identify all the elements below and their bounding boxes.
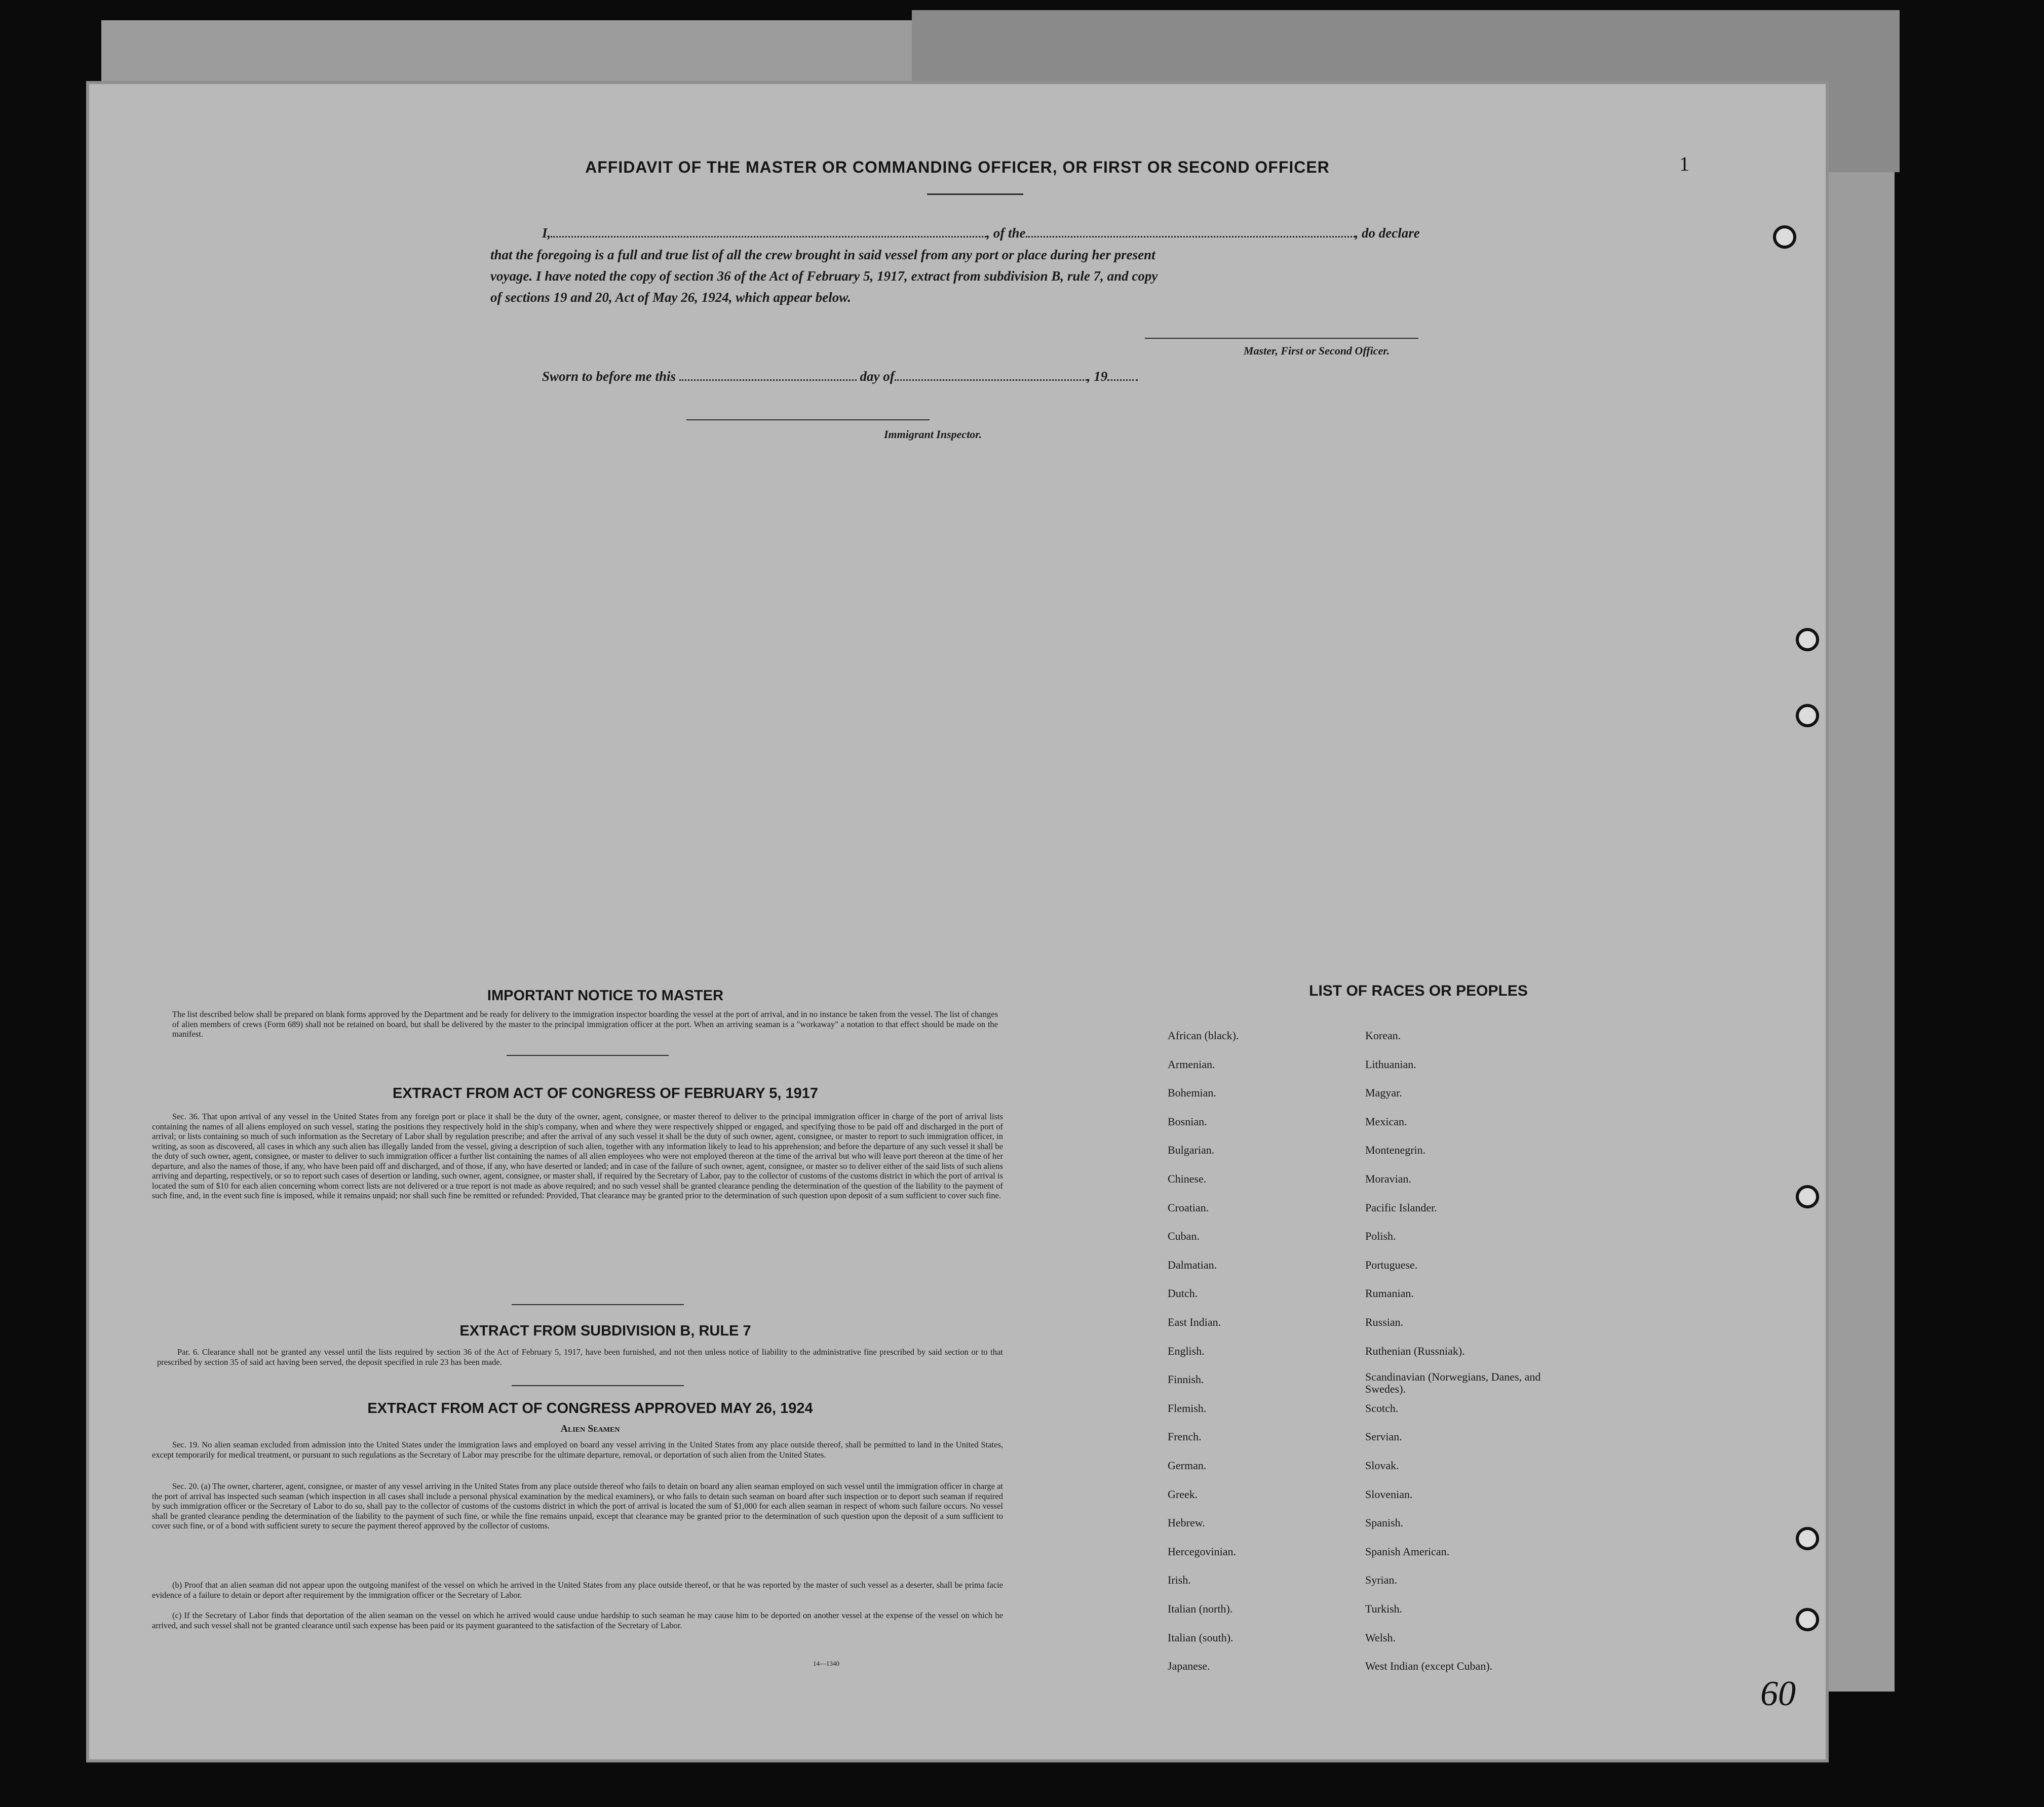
affidavit-title: AFFIDAVIT OF THE MASTER OR COMMANDING OFFICER, OR FIRST OR SECOND OFFICER: [585, 158, 1330, 176]
inspector-caption: Immigrant Inspector.: [884, 428, 982, 441]
race-item: Italian (south).: [1168, 1631, 1233, 1644]
race-item: Russian.: [1365, 1316, 1404, 1328]
race-item: Slovak.: [1365, 1459, 1399, 1472]
race-item: Servian.: [1365, 1430, 1402, 1443]
race-item: Hercegovinian.: [1168, 1545, 1236, 1558]
extract-1917-text: Sec. 36. That upon arrival of any vessel in the United States from any foreign port or place it shall be the duty of the owner, agent, consignee, or master thereof to deliver to the principal immigration officer in charge of the port of arrival lists containing the names of all aliens employed on such vessel, stating the positions they respectively hold in the ship's company, when and where they were respectively shipped or engaged, and specifying those to be paid off and discharged in the port of arrival; or lists containing so much of such information as the Secretary of Labor shall by regulation prescribe; and after the arrival of any such vessel it shall be the duty of such owner, agent, consignee, or master to report to such immigration officer, in writing, as soon as discovered, all cases in which any such alien has illegally landed from the vessel, giving a description of such alien, together with any information likely to lead to his apprehension; and before the departure of any such vessel it shall be the duty of such owner, agent, consignee, or master to deliver to such immigration officer a further list containing the names of all alien employees who were not employed thereon at the time of the arrival but who will leave port thereon at the time of her departure, and also the names of those, if any, who have been paid off and discharged, and of those, if any, who have deserted or landed; and in case of the failure of such owner, agent, consignee, or master so to deliver either of the said lists of such aliens arriving and departing, respectively, or so to report such cases of desertion or landing, such owner, agent, consignee, or master shall, if required by the Secretary of Labor, pay to the collector of customs of the customs district in which the port of arrival is located the sum of $10 for each alien concerning whom correct lists are not delivered or a true report is not made as above required; and no such vessel shall be granted clearance pending the determination of the question of the liability to the payment of such fine, and, in the event such fine is imposed, while it remains unpaid; nor shall such fine be remitted or refunded: Provided, That clearance may be granted prior to the determination of such question upon deposit of a sum sufficient to cover such fine.: [152, 1112, 1003, 1200]
master-caption: Master, First or Second Officer.: [1244, 344, 1390, 357]
notice-text: The list described below shall be prepared on blank forms approved by the Department and be ready for delivery to the immigration inspector boarding the vessel at the port of arrival, and in no instance be taken from the vessel. The list of changes of alien members of crews (Form 689) shall not be retained on board, but shall be delivered by the master to the principal immigration officer at the port. When an arriving seaman is a "workaway" a notation to that effect should be made on the manifest.: [172, 1009, 998, 1039]
master-signature-line: [1145, 338, 1418, 339]
race-item: Japanese.: [1168, 1660, 1210, 1673]
race-item: Spanish American.: [1365, 1545, 1450, 1558]
form-number: 14—1340: [813, 1660, 839, 1667]
race-item: Turkish.: [1365, 1602, 1403, 1615]
extract-rule7-text: Par. 6. Clearance shall not be granted any vessel until the lists required by section 36 of the Act of February 5, 1917, have been furnished, and not then unless notice of liability to the administrative fine prescribed by said section or to that prescribed by section 35 of said act having been served, the deposit specified in rule 23 has been made.: [157, 1347, 1003, 1367]
race-item: Pacific Islander.: [1365, 1201, 1437, 1214]
race-item: Bohemian.: [1168, 1086, 1216, 1099]
extract-1924-sec19: Sec. 19. No alien seaman excluded from admission into the United States under the immigration laws and employed on board any vessel arriving in the United States from any place outside thereof, shall be permitted to land in the United States, except temporarily for medical treatment, or pursuant to such regulations as the Secretary of Labor may prescribe for the ultimate departure, removal, or deportation of such alien from the United States.: [152, 1440, 1003, 1460]
race-item: Flemish.: [1168, 1401, 1207, 1415]
punch-hole-icon: [1796, 704, 1819, 727]
race-item: Bulgarian.: [1168, 1144, 1215, 1157]
race-item: Ruthenian (Russniak).: [1365, 1344, 1465, 1357]
corner-mark: 1: [1679, 152, 1689, 175]
races-title: LIST OF RACES OR PEOPLES: [1309, 983, 1528, 999]
punch-hole-icon: [1796, 1608, 1819, 1631]
race-item: Welsh.: [1365, 1631, 1396, 1644]
race-item: French.: [1168, 1430, 1202, 1443]
punch-hole-icon: [1773, 225, 1796, 249]
affidavit-line-2: that the foregoing is a full and true list of all the crew brought in said vessel from any port or place during her present: [490, 247, 1155, 262]
race-item: Dutch.: [1168, 1287, 1198, 1300]
race-item: Cuban.: [1168, 1230, 1200, 1243]
race-item: Hebrew.: [1168, 1516, 1205, 1529]
extract-rule7-title: EXTRACT FROM SUBDIVISION B, RULE 7: [459, 1323, 751, 1339]
race-item: English.: [1168, 1344, 1205, 1357]
race-item: Magyar.: [1365, 1086, 1402, 1099]
punch-hole-icon: [1796, 1185, 1819, 1208]
race-item: Korean.: [1365, 1029, 1401, 1042]
race-item: Portuguese.: [1365, 1258, 1418, 1271]
extract-1924-subtitle: Alien Seamen: [560, 1423, 620, 1434]
race-item: African (black).: [1168, 1029, 1239, 1042]
punch-hole-icon: [1796, 628, 1819, 651]
extract-1924-title: EXTRACT FROM ACT OF CONGRESS APPROVED MAY 26, 1924: [367, 1400, 813, 1417]
section-divider: [507, 1055, 669, 1056]
race-item: Scandinavian (Norwegians, Danes, and Swedes).: [1365, 1370, 1541, 1396]
affidavit-line-3: voyage. I have noted the copy of section 36 of the Act of February 5, 1917, extract from subdivision B, rule 7, and copy: [490, 268, 1158, 284]
extract-1924-sec20c: (c) If the Secretary of Labor finds that deportation of the alien seaman on the vessel on which he arrived would cause undue hardship to such seaman he may cause him to be deported on another vessel at the expense of the vessel on which he arrived, and such vessel shall not be granted clearance until such expense has been paid or its payment guaranteed to the satisfaction of the Secretary of Labor.: [152, 1610, 1003, 1630]
section-divider: [512, 1385, 684, 1386]
race-item: Polish.: [1365, 1230, 1396, 1243]
race-item: Montenegrin.: [1365, 1144, 1426, 1157]
inspector-signature-line: [686, 419, 930, 420]
race-item: Lithuanian.: [1365, 1057, 1416, 1071]
race-item: West Indian (except Cuban).: [1365, 1660, 1493, 1673]
race-item: Mexican.: [1365, 1115, 1407, 1128]
title-rule: [927, 193, 1023, 195]
race-item: Scotch.: [1365, 1401, 1399, 1415]
race-item: German.: [1168, 1459, 1207, 1472]
race-item: Armenian.: [1168, 1057, 1215, 1071]
affidavit-sheet: [86, 81, 1829, 1762]
extract-1917-title: EXTRACT FROM ACT OF CONGRESS OF FEBRUARY 5, 1917: [392, 1085, 819, 1102]
race-item: Chinese.: [1168, 1172, 1207, 1185]
race-item: Rumanian.: [1365, 1287, 1414, 1300]
affidavit-line-1: I, , of the , do declare: [542, 225, 1420, 241]
race-item: Syrian.: [1365, 1574, 1397, 1587]
race-item: Moravian.: [1365, 1172, 1412, 1185]
extract-1924-sec20b: (b) Proof that an alien seaman did not appear upon the outgoing manifest of the vessel on which he arrived in the United States from any place outside thereof, or that he was reported by the master of such vessel as a deserter, shall be prima facie evidence of a failure to detain or deport after requirement by the immigration officer or the Secretary of Labor.: [152, 1580, 1003, 1600]
affidavit-line-4: of sections 19 and 20, Act of May 26, 1924, which appear below.: [490, 290, 851, 305]
race-item: Italian (north).: [1168, 1602, 1233, 1615]
notice-title: IMPORTANT NOTICE TO MASTER: [487, 988, 724, 1004]
race-item: Dalmatian.: [1168, 1258, 1217, 1271]
punch-hole-icon: [1796, 1527, 1819, 1550]
section-divider: [512, 1304, 684, 1305]
race-item: Spanish.: [1365, 1516, 1404, 1529]
race-item: Greek.: [1168, 1487, 1198, 1501]
race-item: Finnish.: [1168, 1373, 1204, 1386]
race-item: Irish.: [1168, 1574, 1191, 1587]
race-item: Croatian.: [1168, 1201, 1209, 1214]
sworn-line: Sworn to before me this day of , 19: [542, 369, 1138, 384]
handwritten-page-number: 60: [1760, 1674, 1796, 1713]
race-item: East Indian.: [1168, 1316, 1221, 1328]
race-item: Bosnian.: [1168, 1115, 1207, 1128]
race-item: Slovenian.: [1365, 1487, 1413, 1501]
extract-1924-sec20a: Sec. 20. (a) The owner, charterer, agent, consignee, or master of any vessel arriving in the United States from any place outside thereof who fails to detain on board any alien seaman employed on such vessel until the immigration officer in charge at the port of arrival has inspected such seaman (which inspection in all cases shall include a personal physical examination by the medical examiners), or who fails to detain such seaman on board after such inspection or to deport such seaman if required by such immigration officer or the Secretary of Labor to do so, shall pay to the collector of customs of the customs district in which the port of arrival is located the sum of $1,000 for each alien seaman in respect of whom such failure occurs. No vessel shall be granted clearance pending the determination of the liability to the payment of such fine, or while the fine remains unpaid, except that clearance may be granted prior to the determination of such question upon the deposit of a sum sufficient to cover such fine, or of a bond with sufficient surety to secure the payment thereof approved by the collector of customs.: [152, 1481, 1003, 1530]
